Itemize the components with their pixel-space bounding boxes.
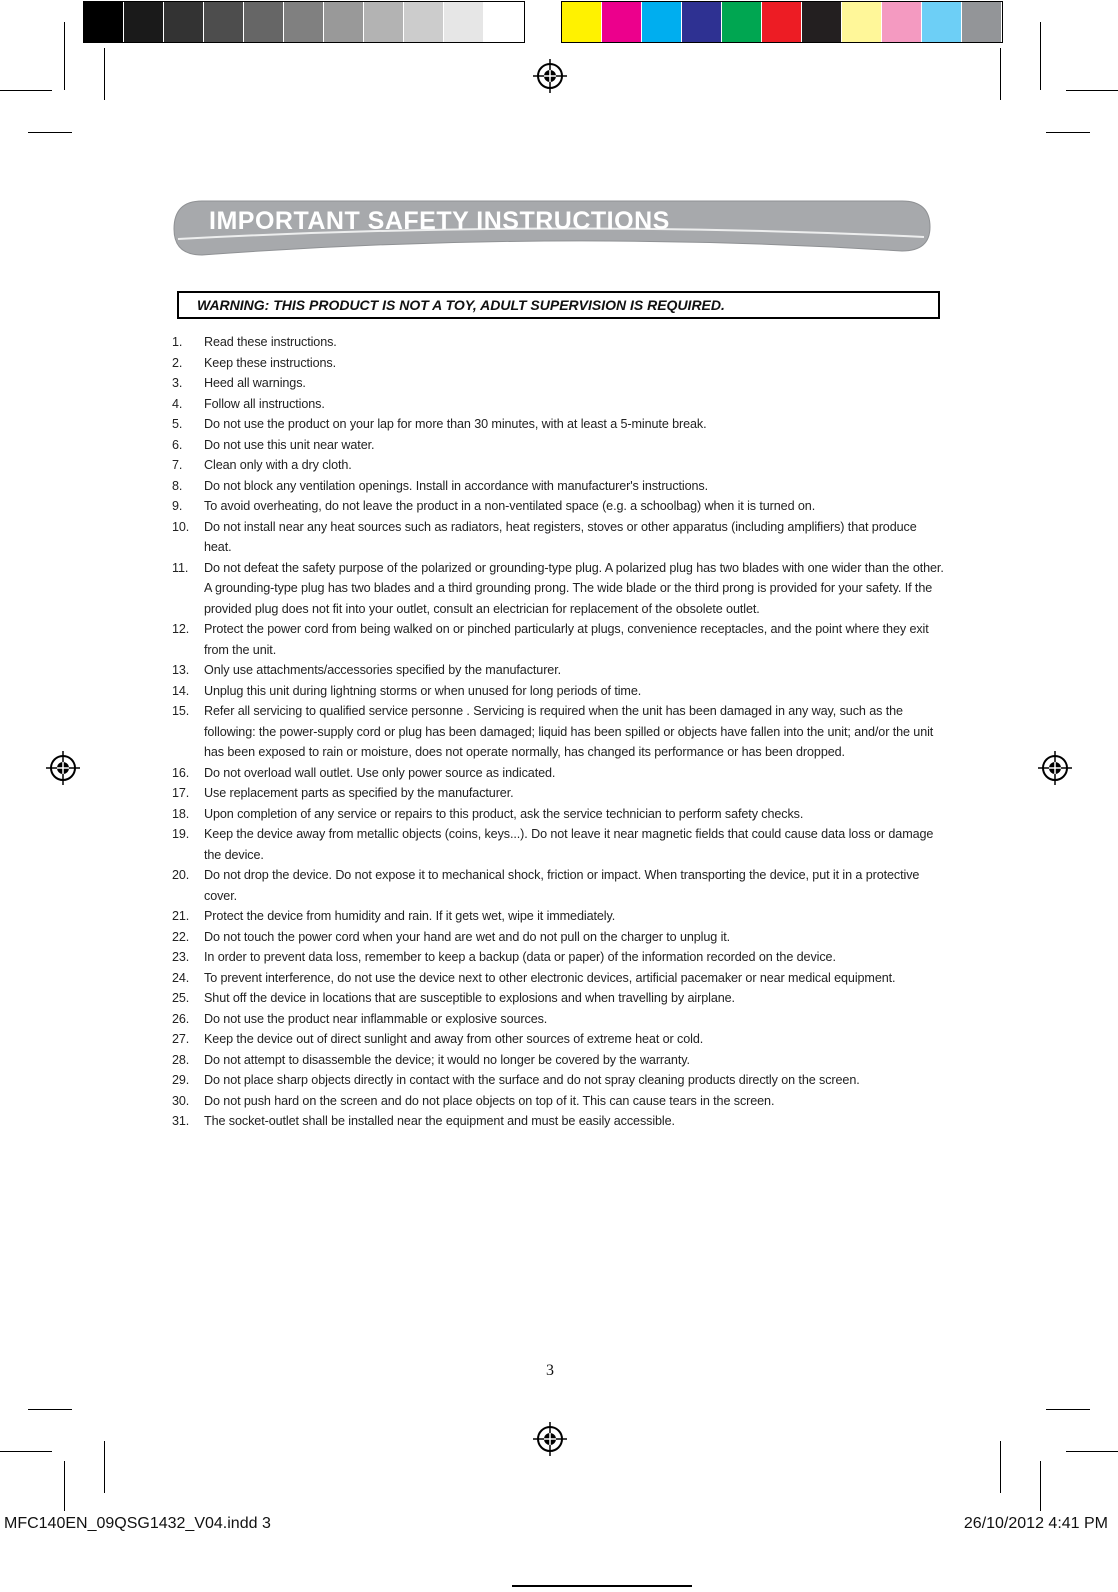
instruction-text: Do not attempt to disassemble the device; it would no longer be covered by the warranty.: [204, 1052, 690, 1067]
process-swatch: [762, 2, 802, 42]
crop-mark: [104, 48, 105, 100]
instruction-item: [172, 660, 946, 681]
instruction-item: [172, 783, 946, 804]
registration-mark-top: [533, 59, 567, 93]
instruction-text: Do not use the product near inflammable or explosive sources.: [204, 1011, 548, 1026]
registration-mark-left: [46, 751, 80, 785]
crop-mark: [1066, 1451, 1118, 1452]
gray-swatch: [284, 2, 324, 42]
page-number: 3: [546, 1362, 554, 1379]
instruction-number: 14.: [172, 683, 190, 698]
instruction-item: [172, 927, 946, 948]
instruction-number: 31.: [172, 1114, 190, 1128]
process-swatch: [562, 2, 602, 42]
crop-mark: [1046, 132, 1090, 133]
instruction-item: [172, 1050, 946, 1071]
process-swatch: [882, 2, 922, 42]
instruction-item: [172, 394, 946, 415]
instruction-number: 24.: [172, 970, 190, 985]
instruction-item: [172, 804, 946, 825]
process-swatch: [962, 2, 1002, 42]
instruction-item: [172, 353, 946, 374]
process-swatch: [802, 2, 842, 42]
crop-mark: [28, 1409, 72, 1410]
instruction-number: 29.: [172, 1073, 190, 1087]
instruction-number: 27.: [172, 1032, 190, 1046]
gray-swatch: [244, 2, 284, 42]
crop-mark: [64, 22, 65, 90]
instruction-item: [172, 1070, 946, 1091]
instruction-text: Follow all instructions.: [204, 396, 325, 411]
instruction-item: [172, 517, 946, 558]
instruction-item: [172, 496, 946, 517]
crop-mark: [0, 1451, 52, 1452]
instruction-number: 12.: [172, 622, 190, 636]
instruction-item: [172, 1009, 946, 1030]
instruction-item: [172, 824, 946, 865]
instruction-number: 30.: [172, 1093, 190, 1108]
instruction-number: 16.: [172, 765, 190, 780]
crop-mark: [1040, 22, 1041, 90]
instruction-text: Keep these instructions.: [204, 355, 337, 370]
instruction-item: [172, 701, 946, 763]
instruction-number: 7.: [172, 458, 183, 472]
instruction-number: 3.: [172, 376, 183, 390]
instruction-number: 15.: [172, 704, 190, 718]
instruction-number: 13.: [172, 663, 190, 677]
instructions-list: [172, 332, 946, 1132]
process-swatch: [842, 2, 882, 42]
instruction-text: To avoid overheating, do not leave the product in a non-ventilated space (e.g. a schoolbag) when it is turned on.: [204, 499, 816, 513]
instruction-text: Read these instructions.: [204, 335, 337, 349]
crop-mark: [1066, 90, 1118, 91]
gray-swatch: [364, 2, 404, 42]
instruction-text: Do not push hard on the screen and do not place objects on top of it. This can cause tears in the screen.: [204, 1093, 775, 1108]
gray-swatch: [484, 2, 524, 42]
crop-mark: [1000, 48, 1001, 100]
instruction-text: The socket-outlet shall be installed near the equipment and must be easily accessible.: [204, 1114, 675, 1128]
crop-mark: [104, 1441, 105, 1493]
instruction-text: Do not touch the power cord when your hand are wet and do not pull on the charger to unplug it.: [204, 929, 731, 944]
instruction-text: Unplug this unit during lightning storms or when unused for long periods of time.: [204, 683, 642, 698]
instruction-text: Protect the device from humidity and rain. If it gets wet, wipe it immediately.: [204, 909, 616, 923]
instruction-item: [172, 947, 946, 968]
instruction-number: 22.: [172, 929, 190, 944]
instruction-item: [172, 435, 946, 456]
instruction-text: Do not overload wall outlet. Use only power source as indicated.: [204, 765, 556, 780]
instruction-item: [172, 558, 946, 620]
instruction-item: [172, 681, 946, 702]
instruction-item: [172, 763, 946, 784]
instruction-text: Protect the power cord from being walked on or pinched particularly at plugs, convenience receptacles, and the point where they exit from the unit.: [204, 622, 929, 657]
instruction-item: [172, 373, 946, 394]
instruction-text: Do not use the product on your lap for more than 30 minutes, with at least a 5-minute break.: [204, 417, 707, 431]
instruction-text: Heed all warnings.: [204, 376, 306, 390]
instruction-item: [172, 476, 946, 497]
crop-mark: [64, 1461, 65, 1511]
instruction-number: 4.: [172, 396, 183, 411]
gray-swatch: [124, 2, 164, 42]
warning-box: WARNING: THIS PRODUCT IS NOT A TOY, ADULT SUPERVISION IS REQUIRED.: [177, 291, 940, 319]
process-swatch: [722, 2, 762, 42]
slug-timestamp: 26/10/2012 4:41 PM: [963, 1515, 1108, 1532]
instruction-number: 28.: [172, 1052, 190, 1067]
instruction-text: Upon completion of any service or repairs to this product, ask the service technician to perform safety checks.: [204, 806, 804, 821]
instruction-text: Shut off the device in locations that are susceptible to explosions and when travelling by airplane.: [204, 991, 735, 1005]
instruction-item: [172, 455, 946, 476]
crop-mark: [1040, 1461, 1041, 1511]
page-title: IMPORTANT SAFETY INSTRUCTIONS: [209, 207, 670, 235]
instruction-text: Do not place sharp objects directly in contact with the surface and do not spray cleaning products directly on the screen.: [204, 1073, 860, 1087]
slug-filename: MFC140EN_09QSG1432_V04.indd 3: [4, 1515, 271, 1532]
registration-mark-right: [1038, 751, 1072, 785]
instruction-item: [172, 1029, 946, 1050]
process-swatch: [922, 2, 962, 42]
process-swatch: [602, 2, 642, 42]
crop-mark: [28, 132, 72, 133]
instruction-text: To prevent interference, do not use the device next to other electronic devices, artificial pacemaker or near medical equipment.: [204, 970, 896, 985]
instruction-number: 17.: [172, 786, 190, 800]
instruction-text: Do not block any ventilation openings. Install in accordance with manufacturer's instructions.: [204, 478, 709, 493]
crop-mark: [1000, 1441, 1001, 1493]
instruction-text: Do not defeat the safety purpose of the polarized or grounding-type plug. A polarized plug has two blades with one wider than the other. A grounding-type plug has two blades and a third grounding prong. The wide blade or the third prong is provided for your safety. If the provided plug does not fit into your outlet, consult an electrician for replacement of the obsolete outlet.: [204, 560, 944, 616]
instruction-number: 2.: [172, 355, 183, 370]
instruction-number: 19.: [172, 827, 190, 841]
instruction-number: 5.: [172, 417, 183, 431]
gray-swatch: [444, 2, 484, 42]
gray-swatch: [324, 2, 364, 42]
instruction-text: Refer all servicing to qualified service personne . Servicing is required when the unit has been damaged in any way, such as the following: the power-supply cord or plug has been damaged; liquid has been spilled or objects have fallen into the unit; and/or the unit has been exposed to rain or moisture, does not operate normally, has changed its performance or has been dropped.: [204, 704, 934, 759]
instruction-number: 11.: [172, 560, 189, 575]
instruction-text: Do not use this unit near water.: [204, 437, 375, 452]
instruction-number: 23.: [172, 950, 190, 964]
instruction-number: 21.: [172, 909, 190, 923]
instruction-text: Use replacement parts as specified by the manufacturer.: [204, 786, 514, 800]
instruction-number: 25.: [172, 991, 190, 1005]
instruction-item: [172, 1111, 946, 1132]
gray-swatch: [204, 2, 244, 42]
process-color-bar: [562, 2, 1002, 42]
instruction-text: Clean only with a dry cloth.: [204, 458, 352, 472]
instruction-item: [172, 988, 946, 1009]
instruction-text: In order to prevent data loss, remember to keep a backup (data or paper) of the information recorded on the device.: [204, 950, 836, 964]
instruction-number: 26.: [172, 1011, 190, 1026]
registration-mark-bottom: [533, 1422, 567, 1456]
instruction-text: Do not drop the device. Do not expose it to mechanical shock, friction or impact. When transporting the device, put it in a protective cover.: [204, 868, 920, 903]
instruction-number: 18.: [172, 806, 190, 821]
crop-mark: [1046, 1409, 1090, 1410]
instruction-text: Keep the device away from metallic objects (coins, keys...). Do not leave it near magnetic fields that could cause data loss or damage the device.: [204, 827, 934, 862]
instruction-item: [172, 968, 946, 989]
grayscale-color-bar: [84, 2, 524, 42]
instruction-item: [172, 906, 946, 927]
gray-swatch: [84, 2, 124, 42]
instruction-number: 8.: [172, 478, 183, 493]
instruction-item: [172, 619, 946, 660]
process-swatch: [642, 2, 682, 42]
bottom-rule: [512, 1585, 692, 1587]
instruction-item: [172, 865, 946, 906]
instruction-text: Only use attachments/accessories specified by the manufacturer.: [204, 663, 562, 677]
instruction-text: Do not install near any heat sources such as radiators, heat registers, stoves or other apparatus (including amplifiers) that produce heat.: [204, 519, 917, 554]
gray-swatch: [164, 2, 204, 42]
instruction-text: Keep the device out of direct sunlight and away from other sources of extreme heat or cold.: [204, 1032, 704, 1046]
instruction-number: 1.: [172, 335, 183, 349]
instruction-number: 6.: [172, 437, 183, 452]
instruction-number: 9.: [172, 499, 183, 513]
crop-mark: [0, 90, 52, 91]
instruction-number: 20.: [172, 868, 190, 882]
instruction-item: [172, 414, 946, 435]
gray-swatch: [404, 2, 444, 42]
instruction-item: [172, 332, 946, 353]
process-swatch: [682, 2, 722, 42]
instruction-number: 10.: [172, 519, 190, 534]
instruction-item: [172, 1091, 946, 1112]
